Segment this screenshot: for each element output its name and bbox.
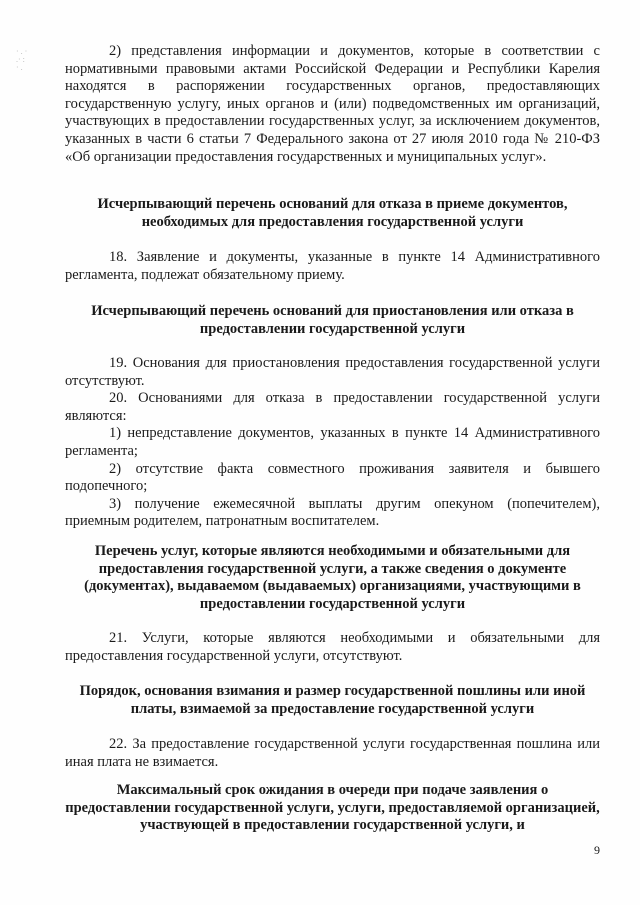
section-heading: Максимальный срок ожидания в очереди при подаче заявления о предоставлении государственной услуги, услуги, предоставляемой организацией, участвующей в предоставлении государственной услуги, и [65, 782, 600, 834]
paragraph-21 [65, 630, 600, 665]
paragraph-20-item-1: 1) непредставление документов, указанных в пункте 14 Административного регламента; [65, 425, 600, 459]
section-heading: Порядок, основания взимания и размер государственной пошлины или иной платы, взимаемой за предоставление государственной услуги [79, 683, 586, 717]
paragraph-20-item-2: 2) отсутствие факта совместного проживания заявителя и бывшего подопечного; [65, 460, 600, 495]
page-number: 9 [594, 843, 600, 857]
paragraph-20: 20. Основаниями для отказа в предоставлении государственной услуги являются: [65, 390, 600, 424]
paragraphs-19-20 [65, 355, 600, 531]
paragraph-text: 18. Заявление и документы, указанные в пункте 14 Административного регламента, подлежат обязательному приему. [65, 249, 600, 283]
scan-artifact: · . · .· : · . [16, 47, 28, 72]
paragraph-item-2 [65, 43, 600, 166]
heading-services [65, 543, 600, 613]
section-heading: Перечень услуг, которые являются необходимыми и обязательными для предоставления государственной услуги, а также сведения о документе (документах), выдаваемом (выдаваемых) организациями, участвующими в предоставлении государственной услуги [84, 543, 581, 612]
section-heading: Исчерпывающий перечень оснований для приостановления или отказа в предоставлении государственной услуги [91, 303, 574, 337]
heading-refusal-documents [65, 196, 600, 231]
paragraph-text: 2) представления информации и документов, которые в соответствии с нормативными правовыми актами Российской Федерации и Республики Карелия находятся в распоряжении государственных органов, предоставляющих государственную услугу, иных органов и (или) подведомственных им организаций, участвующих в предоставлении государственных услуг, за исключением документов, указанных в части 6 статьи 7 Федерального закона от 27 июля 2010 года № 210-ФЗ «Об организации предоставления государственных и муниципальных услуг». [65, 43, 600, 165]
paragraph-20-item-3: 3) получение ежемесячной выплаты другим опекуном (попечителем), приемным родителем, патронатным воспитателем. [65, 495, 600, 530]
heading-queue [65, 782, 600, 835]
paragraph-19: 19. Основания для приостановления предоставления государственной услуги отсутствуют. [65, 355, 600, 389]
heading-suspension [65, 303, 600, 338]
section-heading: Исчерпывающий перечень оснований для отказа в приеме документов, необходимых для предоставления государственной услуги [97, 196, 568, 230]
heading-fee [65, 683, 600, 718]
paragraph-text: 21. Услуги, которые являются необходимыми и обязательными для предоставления государственной услуги, отсутствуют. [65, 630, 600, 664]
paragraph-22 [65, 736, 600, 771]
paragraph-18 [65, 249, 600, 284]
paragraph-text: 22. За предоставление государственной услуги государственная пошлина или иная плата не взимается. [65, 736, 600, 770]
